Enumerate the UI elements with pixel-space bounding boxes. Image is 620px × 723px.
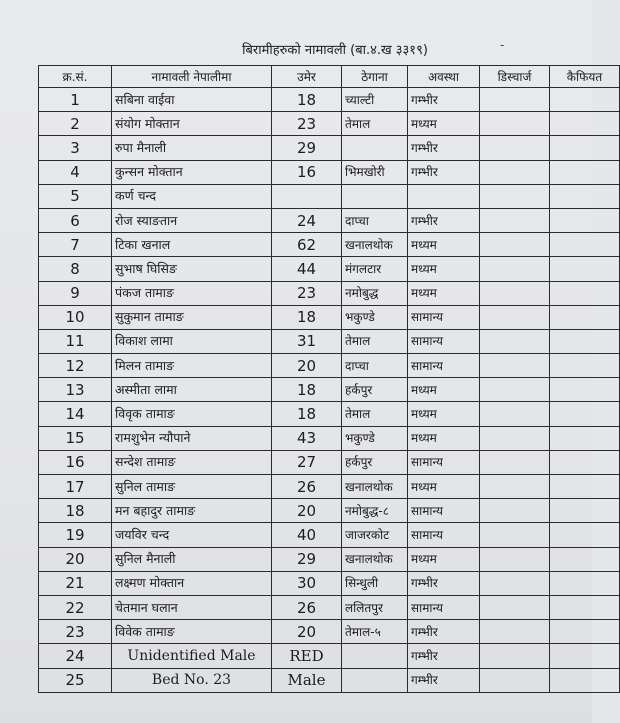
age-cell: 44 [272, 257, 342, 281]
name-cell: विवृक तामाङ [112, 402, 272, 426]
condition-cell: सामान्य [408, 595, 480, 619]
condition-cell: गम्भीर [408, 620, 480, 644]
table-row [39, 426, 620, 450]
age-cell: 26 [272, 595, 342, 619]
discharge-cell [480, 88, 550, 112]
name-cell: सुभाष घिसिङ [112, 257, 272, 281]
discharge-cell [480, 620, 550, 644]
address-cell: भकुण्डे [342, 305, 408, 329]
name-cell: मन बहादुर तामाङ [112, 499, 272, 523]
remarks-cell [550, 499, 620, 523]
table-row [39, 499, 620, 523]
remarks-cell [550, 305, 620, 329]
age-cell: 43 [272, 426, 342, 450]
age-cell: RED [272, 644, 342, 668]
remarks-cell [550, 329, 620, 353]
serial-cell: 18 [39, 499, 112, 523]
address-cell: खनालथोक [342, 233, 408, 257]
serial-cell: 2 [39, 112, 112, 136]
address-cell: खनालथोक [342, 475, 408, 499]
discharge-cell [480, 136, 550, 160]
table-row [39, 136, 620, 160]
discharge-cell [480, 257, 550, 281]
condition-cell: मध्यम [408, 112, 480, 136]
remarks-cell [550, 595, 620, 619]
header-condition: अवस्था [408, 66, 480, 88]
table-row [39, 620, 620, 644]
table-row [39, 354, 620, 378]
address-cell: तेमाल [342, 112, 408, 136]
table-row [39, 378, 620, 402]
table-row [39, 281, 620, 305]
condition-cell: गम्भीर [408, 160, 480, 184]
table-row [39, 571, 620, 595]
name-cell: संयोग मोक्तान [112, 112, 272, 136]
header-name: नामावली नेपालीमा [112, 66, 272, 88]
table-row [39, 257, 620, 281]
discharge-cell [480, 281, 550, 305]
condition-cell: सामान्य [408, 499, 480, 523]
age-cell: 24 [272, 208, 342, 232]
serial-cell: 25 [39, 668, 112, 692]
remarks-cell [550, 620, 620, 644]
table-row [39, 112, 620, 136]
age-cell: 20 [272, 620, 342, 644]
serial-cell: 17 [39, 475, 112, 499]
condition-cell: गम्भीर [408, 136, 480, 160]
name-cell: मिलन तामाङ [112, 354, 272, 378]
serial-cell: 13 [39, 378, 112, 402]
address-cell: नमोबुद्ध [342, 281, 408, 305]
age-cell: 26 [272, 475, 342, 499]
condition-cell: सामान्य [408, 523, 480, 547]
address-cell [342, 668, 408, 692]
remarks-cell [550, 208, 620, 232]
discharge-cell [480, 354, 550, 378]
name-cell: टिका खनाल [112, 233, 272, 257]
address-cell: हर्कपुर [342, 450, 408, 474]
remarks-cell [550, 354, 620, 378]
age-cell: 18 [272, 305, 342, 329]
address-cell [342, 184, 408, 208]
remarks-cell [550, 378, 620, 402]
serial-cell: 16 [39, 450, 112, 474]
age-cell: 23 [272, 112, 342, 136]
table-row [39, 208, 620, 232]
discharge-cell [480, 475, 550, 499]
address-cell [342, 136, 408, 160]
discharge-cell [480, 208, 550, 232]
name-cell: चेतमान घलान [112, 595, 272, 619]
table-row [39, 160, 620, 184]
address-cell: तेमाल [342, 402, 408, 426]
remarks-cell [550, 233, 620, 257]
remarks-cell [550, 402, 620, 426]
condition-cell: मध्यम [408, 233, 480, 257]
remarks-cell [550, 523, 620, 547]
document-title: बिरामीहरुको नामावली (बा.४.ख ३३१९) [242, 43, 428, 58]
discharge-cell [480, 402, 550, 426]
header-address: ठेगाना [342, 66, 408, 88]
condition-cell [408, 184, 480, 208]
condition-cell: सामान्य [408, 450, 480, 474]
condition-cell: सामान्य [408, 305, 480, 329]
serial-cell: 22 [39, 595, 112, 619]
age-cell: 18 [272, 378, 342, 402]
discharge-cell [480, 378, 550, 402]
name-cell: सुनिल तामाङ [112, 475, 272, 499]
age-cell: 18 [272, 402, 342, 426]
address-cell: च्याल्टी [342, 88, 408, 112]
serial-cell: 19 [39, 523, 112, 547]
header-age: उमेर [272, 66, 342, 88]
name-cell: जयविर चन्द [112, 523, 272, 547]
name-cell: रुपा मैनाली [112, 136, 272, 160]
serial-cell: 8 [39, 257, 112, 281]
serial-cell: 9 [39, 281, 112, 305]
age-cell: 62 [272, 233, 342, 257]
discharge-cell [480, 112, 550, 136]
serial-cell: 12 [39, 354, 112, 378]
address-cell: तेमाल-५ [342, 620, 408, 644]
name-cell: रामशुभेन न्यौपाने [112, 426, 272, 450]
discharge-cell [480, 523, 550, 547]
remarks-cell [550, 644, 620, 668]
address-cell: भिमखोरी [342, 160, 408, 184]
remarks-cell [550, 160, 620, 184]
table-row [39, 88, 620, 112]
serial-cell: 21 [39, 571, 112, 595]
header-remarks: कैफियत [550, 66, 620, 88]
condition-cell: मध्यम [408, 257, 480, 281]
discharge-cell [480, 668, 550, 692]
table-row [39, 402, 620, 426]
condition-cell: मध्यम [408, 378, 480, 402]
name-cell: सुनिल मैनाली [112, 547, 272, 571]
patient-list-table [38, 65, 620, 693]
address-cell: जाजरकोट [342, 523, 408, 547]
remarks-cell [550, 668, 620, 692]
table-row [39, 668, 620, 692]
discharge-cell [480, 426, 550, 450]
table-row [39, 475, 620, 499]
serial-cell: 4 [39, 160, 112, 184]
age-cell: 16 [272, 160, 342, 184]
discharge-cell [480, 547, 550, 571]
address-cell: तेमाल [342, 329, 408, 353]
discharge-cell [480, 329, 550, 353]
address-cell: भकुण्डे [342, 426, 408, 450]
serial-cell: 24 [39, 644, 112, 668]
serial-cell: 1 [39, 88, 112, 112]
address-cell: दाप्चा [342, 354, 408, 378]
condition-cell: गम्भीर [408, 571, 480, 595]
age-cell: 23 [272, 281, 342, 305]
discharge-cell [480, 595, 550, 619]
age-cell: 20 [272, 499, 342, 523]
table-row [39, 595, 620, 619]
discharge-cell [480, 644, 550, 668]
age-cell: 27 [272, 450, 342, 474]
age-cell: 29 [272, 136, 342, 160]
name-cell: कर्ण चन्द [112, 184, 272, 208]
serial-cell: 7 [39, 233, 112, 257]
corner-mark: - [500, 38, 505, 52]
condition-cell: गम्भीर [408, 668, 480, 692]
name-cell: Unidentified Male [112, 644, 272, 668]
name-cell: कुन्सन मोक्तान [112, 160, 272, 184]
age-cell [272, 184, 342, 208]
condition-cell: मध्यम [408, 402, 480, 426]
serial-cell: 11 [39, 329, 112, 353]
name-cell: अस्मीता लामा [112, 378, 272, 402]
remarks-cell [550, 450, 620, 474]
address-cell: मंगलटार [342, 257, 408, 281]
name-cell: सन्देश तामाङ [112, 450, 272, 474]
name-cell: लक्ष्मण मोक्तान [112, 571, 272, 595]
condition-cell: गम्भीर [408, 208, 480, 232]
remarks-cell [550, 571, 620, 595]
address-cell: हर्कपुर [342, 378, 408, 402]
discharge-cell [480, 305, 550, 329]
table-row [39, 184, 620, 208]
age-cell: 18 [272, 88, 342, 112]
address-cell: नमोबुद्ध-८ [342, 499, 408, 523]
table-row [39, 644, 620, 668]
remarks-cell [550, 257, 620, 281]
remarks-cell [550, 136, 620, 160]
remarks-cell [550, 475, 620, 499]
condition-cell: गम्भीर [408, 88, 480, 112]
serial-cell: 15 [39, 426, 112, 450]
table-row [39, 547, 620, 571]
serial-cell: 5 [39, 184, 112, 208]
remarks-cell [550, 112, 620, 136]
serial-cell: 20 [39, 547, 112, 571]
condition-cell: मध्यम [408, 281, 480, 305]
condition-cell: सामान्य [408, 354, 480, 378]
table-row [39, 329, 620, 353]
discharge-cell [480, 499, 550, 523]
serial-cell: 23 [39, 620, 112, 644]
remarks-cell [550, 88, 620, 112]
discharge-cell [480, 450, 550, 474]
discharge-cell [480, 184, 550, 208]
age-cell: 30 [272, 571, 342, 595]
table-row [39, 450, 620, 474]
address-cell: सिन्धुली [342, 571, 408, 595]
age-cell: 31 [272, 329, 342, 353]
name-cell: सुकुमान तामाङ [112, 305, 272, 329]
age-cell: 29 [272, 547, 342, 571]
remarks-cell [550, 281, 620, 305]
header-row [39, 66, 620, 88]
remarks-cell [550, 547, 620, 571]
table-row [39, 523, 620, 547]
header-discharge: डिस्चार्ज [480, 66, 550, 88]
name-cell: विकाश लामा [112, 329, 272, 353]
table-row [39, 305, 620, 329]
condition-cell: मध्यम [408, 426, 480, 450]
condition-cell: मध्यम [408, 475, 480, 499]
table-row [39, 233, 620, 257]
condition-cell: मध्यम [408, 547, 480, 571]
name-cell: रोज स्याङतान [112, 208, 272, 232]
name-cell: पंकज तामाङ [112, 281, 272, 305]
address-cell: दाप्चा [342, 208, 408, 232]
age-cell: Male [272, 668, 342, 692]
discharge-cell [480, 571, 550, 595]
discharge-cell [480, 233, 550, 257]
age-cell: 40 [272, 523, 342, 547]
remarks-cell [550, 184, 620, 208]
condition-cell: गम्भीर [408, 644, 480, 668]
remarks-cell [550, 426, 620, 450]
address-cell: ललितपुर [342, 595, 408, 619]
name-cell: Bed No. 23 [112, 668, 272, 692]
serial-cell: 6 [39, 208, 112, 232]
header-serial: क्र.सं. [39, 66, 112, 88]
address-cell [342, 644, 408, 668]
address-cell: खनालथोक [342, 547, 408, 571]
condition-cell: सामान्य [408, 329, 480, 353]
discharge-cell [480, 160, 550, 184]
name-cell: सबिना वाईवा [112, 88, 272, 112]
name-cell: विवेक तामाङ [112, 620, 272, 644]
serial-cell: 3 [39, 136, 112, 160]
serial-cell: 14 [39, 402, 112, 426]
age-cell: 20 [272, 354, 342, 378]
serial-cell: 10 [39, 305, 112, 329]
